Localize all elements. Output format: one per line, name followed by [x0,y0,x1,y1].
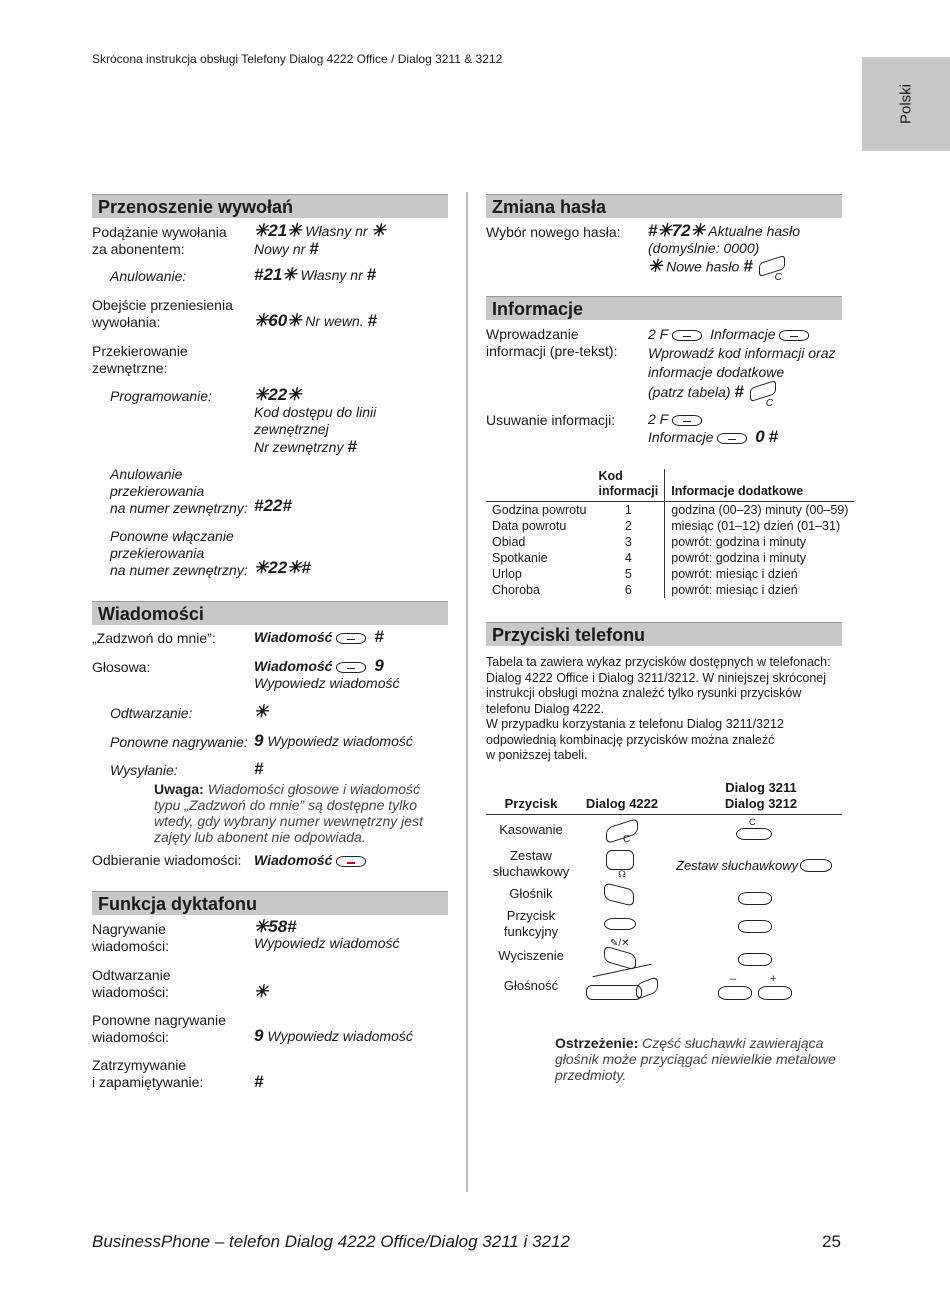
label: Głosowa: [92,659,151,675]
label: Obejście przeniesienia wywołania: [92,297,233,330]
section-haslo-title: Zmiana hasła [486,194,842,218]
instruction: Wiadomość # [254,627,384,646]
info-cell-extra: miesiąc (01–12) dzień (01–31) [671,519,841,533]
info-cell-code: 1 [593,502,665,519]
section-przenoszenie-title: Przenoszenie wywołań [92,194,448,218]
info-cell-name: Spotkanie [492,551,548,565]
info-key-icon [336,633,366,644]
label: Nagrywanie wiadomości: [92,921,170,954]
label: Wybór nowego hasła: [486,224,621,240]
label: Wysyłanie: [110,762,178,778]
label: Ponowne włączanie przekierowania na numer zewnętrzny: [110,528,248,578]
label: Anulowanie przekierowania na numer zewnętrzny: [110,466,248,516]
code: ✳22✳# [254,558,311,577]
instruction: 9 Wypowiedz wiadomość [254,1026,413,1045]
info-key-icon [672,330,702,341]
label: Odtwarzanie wiadomości: [92,967,171,1000]
message-key-icon [336,856,366,867]
label: Ponowne nagrywanie: [110,734,248,750]
col-4222: Dialog 4222 [585,796,659,811]
clear-key-icon [736,828,772,840]
label: Odtwarzanie: [110,705,193,721]
section-wiadomosci-title: Wiadomości [92,601,448,625]
volume-down-key-icon [586,985,642,1000]
button-name: Przycisk funkcyjny [503,908,559,939]
instruction: ✳21✳ Własny nr ✳ Nowy nr # [254,221,386,258]
info-table-row [486,566,854,582]
info-key-icon [717,433,747,444]
button-name: Głośność [503,978,559,993]
label: Zatrzymywanie i zapamiętywanie: [92,1057,204,1090]
instruction: ✳58# Wypowiedz wiadomość [254,917,400,951]
info-key-icon [779,330,809,341]
label: Wprowadzanie informacji (pre-tekst): [486,326,618,359]
instruction: Wiadomość [254,852,370,869]
page-header: Skrócona instrukcja obsługi Telefony Dialog 4222 Office / Dialog 3211 & 3212 [92,52,503,66]
clear-c-label: C [749,817,756,827]
info-cell-extra: powrót: godzina i minuty [671,535,807,549]
col-dod: Informacje dodatkowe [671,484,804,498]
info-cell-extra: powrót: miesiąc i dzień [671,583,798,597]
speaker-key-icon [604,882,634,906]
button-name: Głośnik [509,886,553,901]
label: Usuwanie informacji: [486,412,616,428]
label: Ponowne nagrywanie wiadomości: [92,1012,226,1045]
info-key-icon [672,415,702,426]
section-informacje-title: Informacje [486,296,842,320]
volume-up-key-icon [636,976,658,1000]
instruction: #21✳ Własny nr # [254,265,377,284]
code: ✳ [254,982,269,1001]
col-przycisk: Przycisk [504,796,558,811]
label: Podążanie wywołania za abonentem: [92,224,227,257]
info-table [486,469,849,598]
function-key-icon [738,920,772,933]
volume-up-key-icon [758,986,792,1000]
code: # [254,759,264,778]
column-divider [466,192,468,1192]
info-cell-extra: godzina (00–23) minuty (00–59) [671,503,849,517]
info-cell-extra: powrót: godzina i minuty [671,551,807,565]
col-3211: Dialog 3211 Dialog 3212 [724,780,798,811]
info-table-row [486,582,854,598]
info-cell-name: Data powrotu [492,519,567,533]
note: Uwaga: Wiadomości głosowe i wiadomość typu „Zadzwoń do mnie” są dostępne tylko wtedy, gdy wybrany numer wewnętrzny jest zajęty lub abonent nie odpowiada. [154,781,423,845]
instruction: 2 F Informacje Wprowadź kod informacji oraz informacje dodatkowe (patrz tabela) # C [648,326,836,410]
clear-key-c: C [623,834,631,845]
przyciski-paragraph: Tabela ta zawiera wykaz przycisków dostępnych w telefonach: Dialog 4222 Office i Dialog 3211/3212. W niniejszej skróconej instrukcji obsługi można znaleźć tylko rysunki przycisków telefonu Dialog 4222. W przypadku korzystania z telefonu Dialog 3211/3212 odpowiednią kombinację przycisków można znaleźć w poniższej tabeli. [486,655,831,762]
code: #22# [254,496,292,515]
page-number: 25 [822,1232,841,1251]
info-cell-code: 6 [593,582,665,598]
language-tab [862,57,950,151]
mute-key-icon [738,953,772,966]
volume-down-key-icon [718,986,752,1000]
mute-key-icon [604,945,636,970]
page-footer: BusinessPhone – telefon Dialog 4222 Office/Dialog 3211 i 3212 [92,1232,570,1251]
instruction: ✳22✳ Kod dostępu do linii zewnętrznej Nr zewnętrzny # [254,385,377,456]
instruction: Wiadomość 9 Wypowiedz wiadomość [254,656,400,691]
info-key-icon [336,662,366,673]
button-name: Kasowanie [499,822,563,837]
info-cell-code: 2 [593,518,665,534]
buttons-table [486,780,842,1010]
info-cell-code: 3 [593,534,665,550]
label: Anulowanie: [110,268,187,284]
language-tab-label: Polski [897,83,915,125]
headset-key-icon [606,850,634,870]
button-name: Zestaw słuchawkowy [492,848,570,879]
instruction: 9 Wypowiedz wiadomość [254,731,413,750]
clear-key-icon [606,818,638,844]
speaker-key-icon [738,892,772,905]
clear-key-icon: C [748,382,778,404]
code: ✳ [254,702,269,721]
label: Przekierowanie zewnętrzne: [92,343,188,376]
button-name: Wyciszenie [498,948,564,963]
info-cell-code: 5 [593,566,665,582]
info-cell-name: Urlop [492,567,522,581]
label: „Zadzwoń do mnie”: [92,630,216,646]
info-table-row [486,534,854,550]
warning: Ostrzeżenie: Część słuchawki zawierająca głośnik może przyciągać niewielkie metalowe przedmioty. [555,1035,836,1083]
info-cell-code: 4 [593,550,665,566]
clear-key-icon: C [757,257,787,279]
instruction: ✳60✳ Nr wewn. # [254,311,378,330]
info-table-row [486,502,854,519]
info-cell-extra: powrót: miesiąc i dzień [671,567,798,581]
info-table-row [486,518,854,534]
label: Odbieranie wiadomości: [92,852,242,868]
function-key-icon [604,918,636,930]
info-cell-name: Choroba [492,583,540,597]
headset-key-icon [800,859,832,872]
instruction: #✳72✳ Aktualne hasło (domyślnie: 0000) ✳ Nowe hasło # C [648,221,801,283]
zestaw-label: Zestaw słuchawkowy [676,858,799,873]
section-dyktafon-title: Funkcja dyktafonu [92,891,448,915]
headset-symbol-icon: ☊ [618,869,626,879]
volume-minus: – [730,973,737,985]
code: # [254,1072,264,1091]
label: Programowanie: [110,388,212,404]
col-kod: Kod informacji [593,469,665,502]
info-cell-name: Obiad [492,535,526,549]
mute-symbol-icon: ✎/✕ [610,938,630,949]
instruction: 2 F Informacje 0 # [648,411,779,446]
info-cell-name: Godzina powrotu [492,503,587,517]
volume-plus: + [770,973,777,985]
info-table-row [486,550,854,566]
section-przyciski-title: Przyciski telefonu [486,622,842,646]
